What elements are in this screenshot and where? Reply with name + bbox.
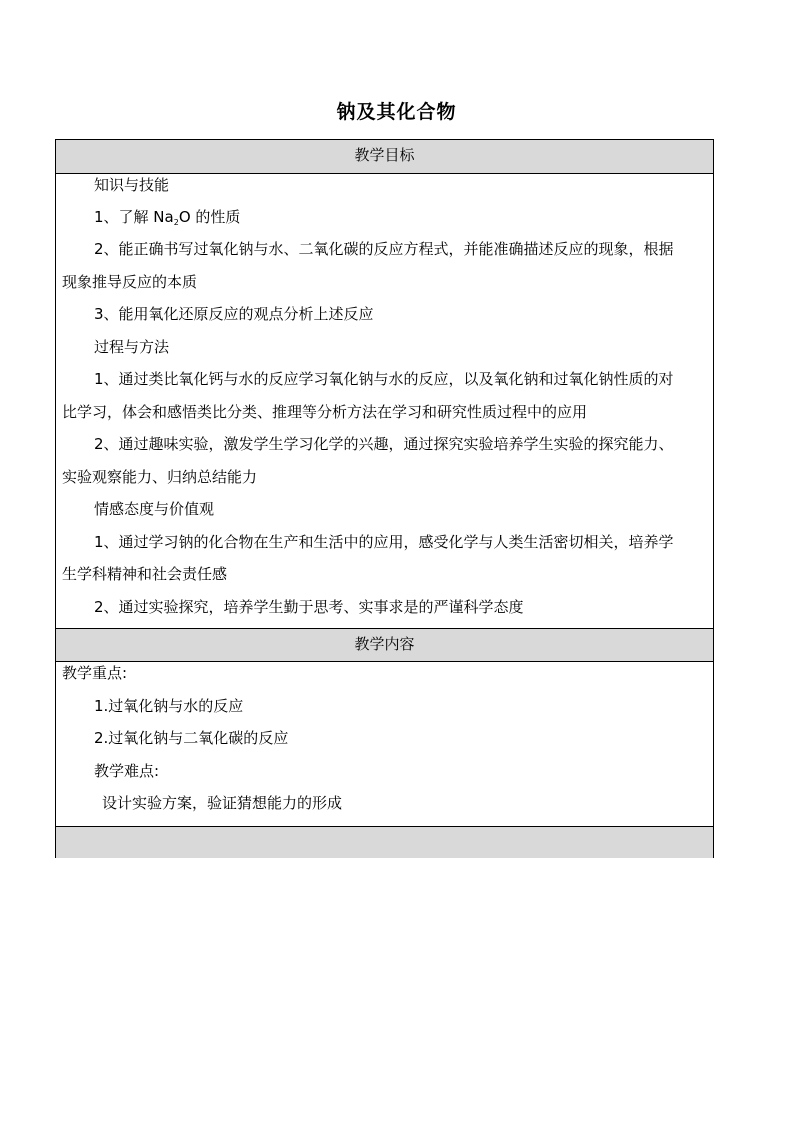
process-item-1-line-2: 比学习，体会和感悟类比分类、推理等分析方法在学习和研究性质过程中的应用 <box>62 403 588 421</box>
page-title: 钠及其化合物 <box>336 101 457 123</box>
emotion-heading: 情感态度与价值观 <box>94 500 215 518</box>
key-point-2: 2.过氧化钠与二氧化碳的反应 <box>94 729 289 747</box>
emotion-item-1-line-1: 1、通过学习钠的化合物在生产和生活中的应用，感受化学与人类生活密切相关，培养学 <box>94 533 674 551</box>
knowledge-heading: 知识与技能 <box>94 176 170 194</box>
process-heading: 过程与方法 <box>94 338 170 356</box>
knowledge-item-2-line-1: 2、能正确书写过氧化钠与水、二氧化碳的反应方程式，并能准确描述反应的现象，根据 <box>94 240 674 258</box>
objectives-header: 教学目标 <box>56 140 713 174</box>
knowledge-item-3: 3、能用氧化还原反应的观点分析上述反应 <box>94 305 374 323</box>
emotion-item-1-line-2: 生学科精神和社会责任感 <box>62 565 228 583</box>
key-points-heading: 教学重点: <box>62 664 128 682</box>
process-item-2-line-2: 实验观察能力、归纳总结能力 <box>62 468 258 486</box>
key-point-1: 1.过氧化钠与水的反应 <box>94 697 244 715</box>
process-item-2-line-1: 2、通过趣味实验，激发学生学习化学的兴趣，通过探究实验培养学生实验的探究能力、 <box>94 435 674 453</box>
difficulty-1: 设计实验方案，验证猜想能力的形成 <box>102 794 343 812</box>
empty-footer-row <box>56 826 713 858</box>
difficulty-heading: 教学难点: <box>94 762 160 780</box>
process-item-1-line-1: 1、通过类比氧化钙与水的反应学习氧化钠与水的反应，以及氧化钠和过氧化钠性质的对 <box>94 370 674 388</box>
content-header: 教学内容 <box>56 628 713 662</box>
knowledge-item-1: 1、了解 $Na_2O$ 的性质 <box>94 208 241 227</box>
lesson-table <box>55 139 714 858</box>
knowledge-item-2-line-2: 现象推导反应的本质 <box>62 273 198 291</box>
emotion-item-2: 2、通过实验探究，培养学生勤于思考、实事求是的严谨科学态度 <box>94 598 524 616</box>
